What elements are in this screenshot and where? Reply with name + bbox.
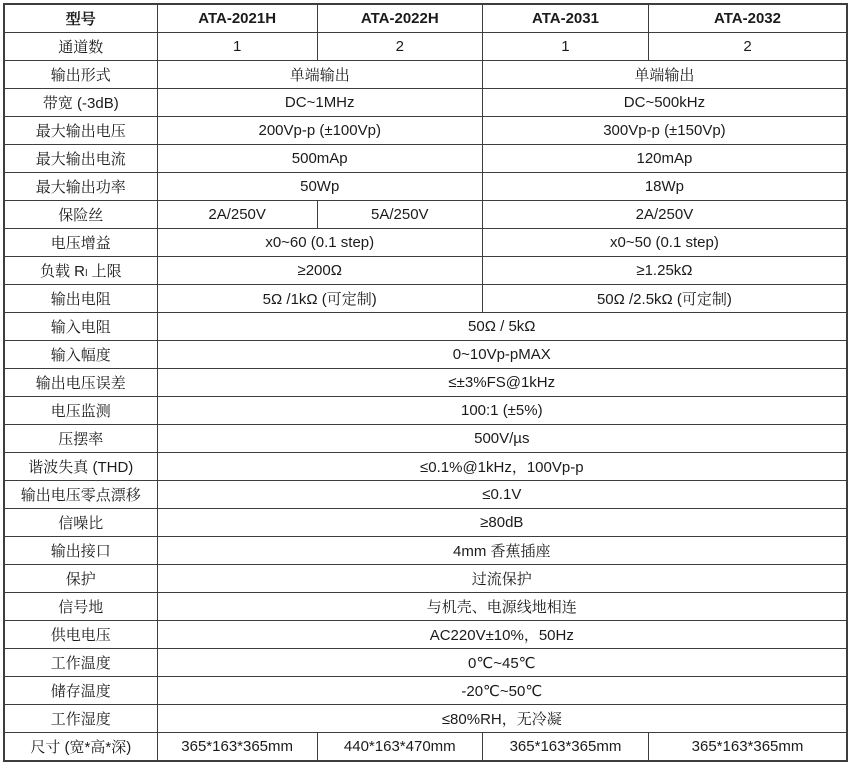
spec-value: ≤0.1V <box>157 481 847 509</box>
spec-value: DC~500kHz <box>482 89 847 117</box>
table-row <box>4 397 847 425</box>
spec-value: 365*163*365mm <box>649 733 847 762</box>
table-row <box>4 677 847 705</box>
spec-value: ≥200Ω <box>157 257 482 285</box>
table-row <box>4 341 847 369</box>
table-row <box>4 257 847 285</box>
spec-value: 0~10Vp-pMAX <box>157 341 847 369</box>
spec-label: 负载 Rₗ 上限 <box>4 257 157 285</box>
spec-value: 100:1 (±5%) <box>157 397 847 425</box>
spec-label: 保险丝 <box>4 201 157 229</box>
table-row <box>4 733 847 762</box>
spec-value: 1 <box>157 33 317 61</box>
spec-label: 带宽 (-3dB) <box>4 89 157 117</box>
spec-label: 电压增益 <box>4 229 157 257</box>
spec-label: 谐波失真 (THD) <box>4 453 157 481</box>
spec-value: 2A/250V <box>157 201 317 229</box>
spec-value: ATA-2022H <box>317 4 482 33</box>
table-row <box>4 649 847 677</box>
spec-value: 5Ω /1kΩ (可定制) <box>157 285 482 313</box>
spec-label: 最大输出电流 <box>4 145 157 173</box>
table-row <box>4 145 847 173</box>
spec-value: AC220V±10%，50Hz <box>157 621 847 649</box>
spec-sheet <box>3 3 848 762</box>
table-row <box>4 425 847 453</box>
table-row <box>4 565 847 593</box>
spec-value: x0~60 (0.1 step) <box>157 229 482 257</box>
spec-value: 4mm 香蕉插座 <box>157 537 847 565</box>
table-row <box>4 481 847 509</box>
spec-value: 单端输出 <box>482 61 847 89</box>
table-row <box>4 229 847 257</box>
table-row <box>4 285 847 313</box>
table-row <box>4 33 847 61</box>
spec-table-body <box>4 4 847 761</box>
spec-value: 1 <box>482 33 648 61</box>
spec-value: 单端输出 <box>157 61 482 89</box>
spec-label: 压摆率 <box>4 425 157 453</box>
spec-value: ATA-2032 <box>649 4 847 33</box>
table-row <box>4 369 847 397</box>
spec-label: 工作湿度 <box>4 705 157 733</box>
table-row <box>4 621 847 649</box>
spec-value: 440*163*470mm <box>317 733 482 762</box>
table-row <box>4 593 847 621</box>
spec-label: 输出电压零点漂移 <box>4 481 157 509</box>
spec-value: ≥1.25kΩ <box>482 257 847 285</box>
table-row <box>4 89 847 117</box>
spec-value: ≤0.1%@1kHz，100Vp-p <box>157 453 847 481</box>
spec-value: 5A/250V <box>317 201 482 229</box>
spec-value: ≥80dB <box>157 509 847 537</box>
spec-label: 输入幅度 <box>4 341 157 369</box>
spec-value: 18Wp <box>482 173 847 201</box>
spec-label: 输出形式 <box>4 61 157 89</box>
spec-value: 500V/µs <box>157 425 847 453</box>
spec-value: 300Vp-p (±150Vp) <box>482 117 847 145</box>
table-row <box>4 313 847 341</box>
spec-value: 200Vp-p (±100Vp) <box>157 117 482 145</box>
spec-label: 输出接口 <box>4 537 157 565</box>
spec-value: -20℃~50℃ <box>157 677 847 705</box>
spec-value: 2 <box>649 33 847 61</box>
table-row <box>4 61 847 89</box>
spec-label: 最大输出功率 <box>4 173 157 201</box>
spec-label: 输入电阻 <box>4 313 157 341</box>
spec-label: 储存温度 <box>4 677 157 705</box>
spec-value: 120mAp <box>482 145 847 173</box>
spec-value: 50Ω / 5kΩ <box>157 313 847 341</box>
spec-value: DC~1MHz <box>157 89 482 117</box>
spec-label: 输出电压误差 <box>4 369 157 397</box>
spec-value: 0℃~45℃ <box>157 649 847 677</box>
spec-value: 2 <box>317 33 482 61</box>
spec-value: ≤80%RH，无冷凝 <box>157 705 847 733</box>
spec-label: 供电电压 <box>4 621 157 649</box>
amplifier-spec-table <box>3 3 848 762</box>
spec-value: 365*163*365mm <box>157 733 317 762</box>
spec-value: 500mAp <box>157 145 482 173</box>
spec-label: 输出电阻 <box>4 285 157 313</box>
spec-label: 通道数 <box>4 33 157 61</box>
table-row <box>4 453 847 481</box>
spec-label: 保护 <box>4 565 157 593</box>
spec-value: ATA-2021H <box>157 4 317 33</box>
table-row <box>4 173 847 201</box>
table-row <box>4 4 847 33</box>
spec-label: 电压监测 <box>4 397 157 425</box>
spec-value: ATA-2031 <box>482 4 648 33</box>
spec-value: 与机壳、电源线地相连 <box>157 593 847 621</box>
spec-value: 365*163*365mm <box>482 733 648 762</box>
spec-label: 信噪比 <box>4 509 157 537</box>
table-row <box>4 117 847 145</box>
spec-value: 50Ω /2.5kΩ (可定制) <box>482 285 847 313</box>
table-row <box>4 509 847 537</box>
table-row <box>4 201 847 229</box>
spec-value: x0~50 (0.1 step) <box>482 229 847 257</box>
table-row <box>4 537 847 565</box>
spec-label: 信号地 <box>4 593 157 621</box>
spec-label: 最大输出电压 <box>4 117 157 145</box>
table-row <box>4 705 847 733</box>
spec-label: 尺寸 (宽*高*深) <box>4 733 157 762</box>
spec-value: 50Wp <box>157 173 482 201</box>
spec-value: 2A/250V <box>482 201 847 229</box>
spec-label: 型号 <box>4 4 157 33</box>
spec-value: ≤±3%FS@1kHz <box>157 369 847 397</box>
spec-label: 工作温度 <box>4 649 157 677</box>
spec-value: 过流保护 <box>157 565 847 593</box>
